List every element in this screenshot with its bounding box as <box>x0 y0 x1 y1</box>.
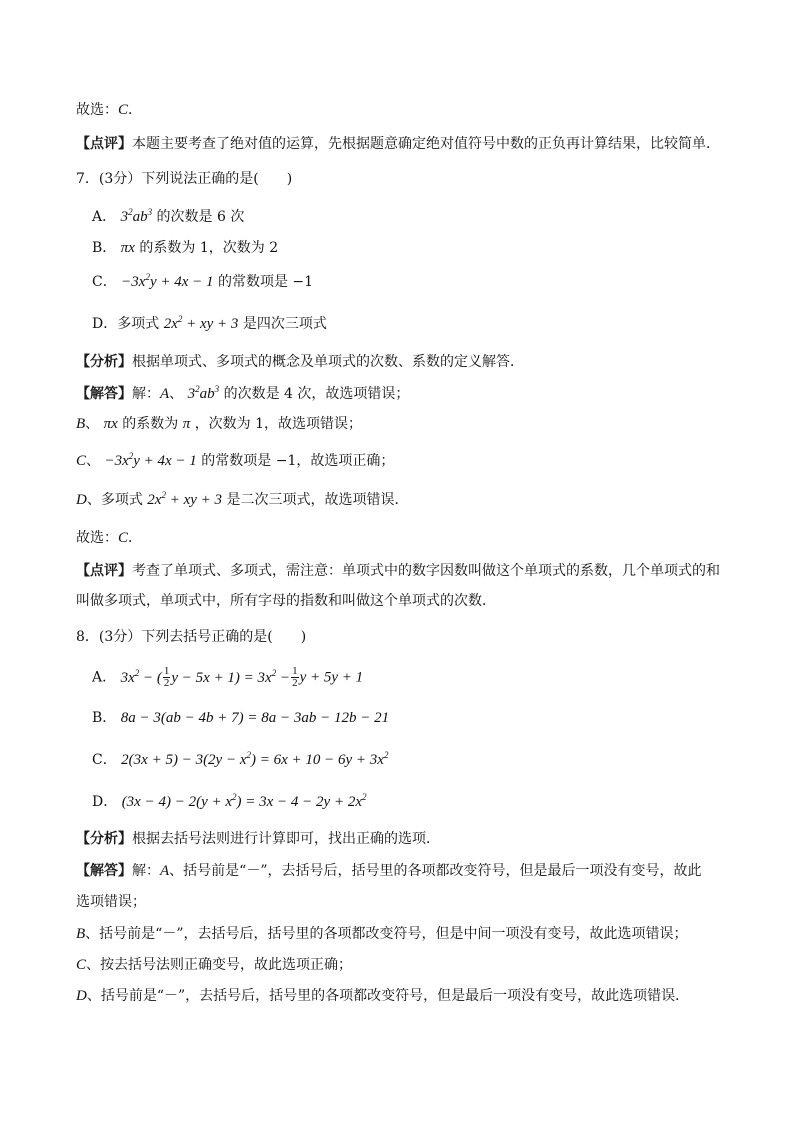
option-label: B． <box>92 710 117 726</box>
math: A <box>160 863 170 879</box>
q8-answer-line-1b <box>76 892 146 912</box>
math: $3x^2$ − ( <box>120 667 162 686</box>
text: ，次数为 1，故选项错误； <box>194 416 363 432</box>
math: $3^2ab^3$ <box>120 207 153 225</box>
denominator: 2 <box>292 677 298 689</box>
option-label: C． <box>92 752 117 768</box>
q7-answer-line-4 <box>76 490 408 510</box>
numerator: 1 <box>163 665 170 677</box>
option-label: B． <box>92 240 117 256</box>
math: 8a − 3(ab − 4b + 7) = 8a − 3ab − 12b − 21 <box>120 710 390 726</box>
text: 、 <box>169 386 184 402</box>
math: πx <box>120 240 135 256</box>
math: C <box>76 957 87 973</box>
conclusion-line <box>76 100 142 120</box>
math: $-3x^2y + 4x - 1$ <box>121 272 214 290</box>
math: D <box>76 492 87 508</box>
text: 7．(3分）下列说法正确的是( ) <box>76 171 293 187</box>
text: 解： <box>132 863 160 879</box>
text: 考查了单项式、多项式，需注意：单项式中的数字因数叫做这个单项式的系数，几个单项式的和 <box>132 563 720 579</box>
q8-option-c <box>92 750 388 770</box>
math: B <box>76 416 86 432</box>
text: 的次数是 4 次，故选项错误； <box>223 386 410 402</box>
q8-answer-line-3 <box>76 955 352 975</box>
math: πx <box>103 416 118 432</box>
q8-option-a <box>92 666 363 689</box>
analysis-tag: 【分析】 <box>76 354 132 370</box>
question-7-title <box>76 169 292 189</box>
q7-option-b <box>92 238 278 258</box>
math: $2(3x + 5) - 3(2y - x^2) = 6x + 10 - 6y + 3x^2$ <box>121 750 389 768</box>
q7-comment-line-1 <box>76 561 720 581</box>
option-label: A． <box>92 669 117 686</box>
text: ． <box>128 102 143 118</box>
option-label: D．多项式 <box>92 316 160 332</box>
analysis-tag: 【分析】 <box>76 831 132 847</box>
q7-answer-line-1 <box>76 384 409 404</box>
text: 、括号前是“－”，去括号后，括号里的各项都改变符号，但是最后一项没有变号，故此 <box>169 863 702 879</box>
answer-tag: 【解答】 <box>76 386 132 402</box>
q8-answer-line-2 <box>76 924 687 944</box>
math: y + 5y + 1 <box>299 669 364 686</box>
q8-analysis <box>76 829 440 849</box>
math: $2x^2$ + xy + 3 <box>147 490 223 508</box>
q7-option-a <box>92 207 244 227</box>
text: 根据单项式、多项式的概念及单项式的次数、系数的定义解答． <box>132 354 524 370</box>
text: 故选： <box>76 530 118 546</box>
text: 、按去括号法则正确变号，故此选项正确； <box>86 957 353 973</box>
math: D <box>76 988 87 1004</box>
math: $-3x^2y + 4x - 1$ <box>104 451 197 469</box>
math: C <box>76 453 87 469</box>
text: 根据去括号法则进行计算即可，找出正确的选项． <box>132 831 440 847</box>
answer-tag: 【解答】 <box>76 863 132 879</box>
math: $(3x - 4) - 2(y + x^2) = 3x - 4 - 2y + 2x^2$ <box>121 792 367 810</box>
text: 的常数项是 −1，故选项正确； <box>201 453 395 469</box>
text: 、括号前是“－”，去括号后，括号里的各项都改变符号，但是最后一项没有变号，故此选项错误． <box>86 988 690 1004</box>
q7-comment-line-2 <box>76 591 496 611</box>
q7-option-c <box>92 272 313 292</box>
q8-answer-line-4 <box>76 986 689 1006</box>
option-label: A． <box>92 209 117 225</box>
numerator: 1 <box>292 665 298 677</box>
fraction <box>291 666 299 689</box>
q8-option-d <box>92 792 366 812</box>
question-8-title <box>76 627 306 647</box>
math: $3^2ab^3$ <box>187 384 220 402</box>
q7-option-d <box>92 314 327 334</box>
text: 是四次三项式 <box>242 316 327 332</box>
text: 的系数为 1，次数为 2 <box>139 240 279 256</box>
comment-line <box>76 134 720 154</box>
q7-answer-line-2 <box>76 414 362 434</box>
math: B <box>76 926 86 942</box>
text: 的系数为 <box>122 416 179 432</box>
q8-option-b <box>92 708 389 728</box>
q7-analysis <box>76 352 524 372</box>
text: 、多项式 <box>86 492 143 508</box>
text: 的次数是 6 次 <box>156 209 245 225</box>
text: 解： <box>132 386 160 402</box>
math: C <box>118 530 129 546</box>
math: π <box>182 416 191 432</box>
math: A <box>160 386 170 402</box>
q7-answer-line-3 <box>76 451 394 471</box>
text: 8．(3分）下列去括号正确的是( ) <box>76 629 307 645</box>
denominator: 2 <box>163 677 170 689</box>
text: ． <box>128 530 143 546</box>
option-label: C． <box>92 274 117 290</box>
fraction <box>163 666 171 689</box>
text: 的常数项是 −1 <box>217 274 314 290</box>
q8-answer-line-1 <box>76 861 701 881</box>
text: 、 <box>86 453 101 469</box>
text: 叫做多项式，单项式中，所有字母的指数和叫做这个单项式的次数． <box>76 593 496 609</box>
option-label: D． <box>92 794 118 810</box>
text: 、括号前是“－”，去括号后，括号里的各项都改变符号，但是中间一项没有变号，故此选项错误； <box>85 926 688 942</box>
text: 是二次三项式，故选项错误． <box>226 492 409 508</box>
math: $y - 5x + 1) = 3x^2$ − <box>171 667 291 686</box>
text: 本题主要考查了绝对值的运算，先根据题意确定绝对值符号中数的正负再计算结果，比较简单． <box>132 136 720 152</box>
text: 故选： <box>76 102 118 118</box>
comment-tag: 【点评】 <box>76 563 132 579</box>
text: 、 <box>85 416 100 432</box>
q7-conclusion <box>76 528 142 548</box>
text: 选项错误； <box>76 894 146 910</box>
math: $2x^2$ + xy + 3 <box>163 314 239 332</box>
comment-tag: 【点评】 <box>76 136 132 152</box>
math: C <box>118 102 129 118</box>
